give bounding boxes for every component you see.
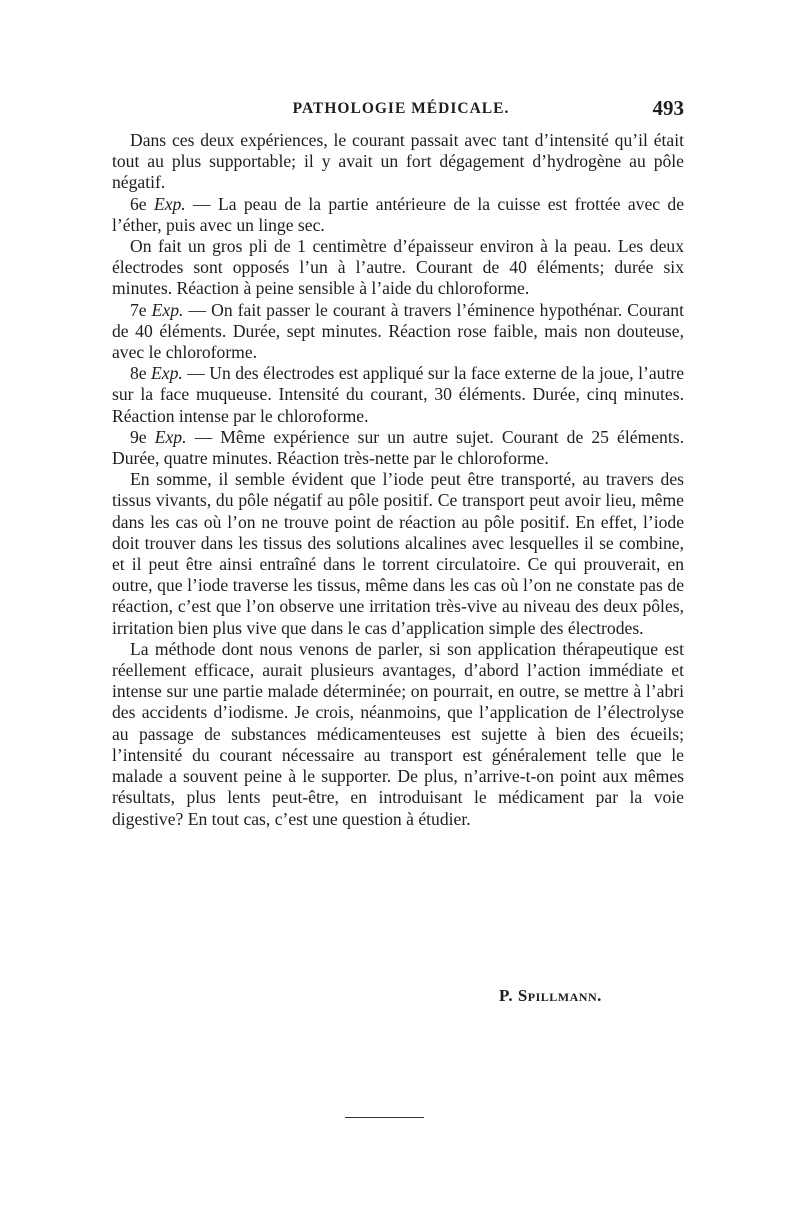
paragraph-exp-8: 8e Exp. — Un des électrodes est appliqué sur la face externe de la joue, l’autre sur la face muqueuse. Intensité du courant, 30 éléments. Durée, cinq minutes. Réaction intense par le chloroforme.: [112, 363, 684, 426]
author-signature: P. Spillmann.: [499, 986, 602, 1005]
paragraph-exp-7: 7e Exp. — On fait passer le courant à travers l’éminence hypothénar. Courant de 40 éléments. Durée, sept minutes. Réaction rose faible, mais non douteuse, avec le chloroforme.: [112, 299, 684, 363]
body-text: [112, 130, 684, 830]
footer-rule: [345, 1117, 424, 1118]
experiment-label: Exp.: [151, 363, 183, 384]
page-number: 493: [652, 96, 684, 120]
paragraph-3: On fait un gros pli de 1 centimètre d’épaisseur environ à la peau. Les deux électrodes sont opposés l’un à l’autre. Courant de 40 éléments; durée six minutes. Réaction à peine sensible à l’aide du chloroforme.: [112, 236, 684, 299]
paragraph-conclusion: En somme, il semble évident que l’iode peut être transporté, au travers des tissus vivants, du pôle négatif au pôle positif. Ce transport peut avoir lieu, même dans les cas où l’on ne trouve point de réaction au pôle positif. En effet, l’iode doit trouver dans les tissus des solutions alcalines avec lesquelles il se combine, et il peut être ainsi entraîné dans le torrent circulatoire. Ce qui prouverait, en outre, que l’iode traverse les tissus, même dans les cas où l’on ne constate pas de réaction, c’est que l’on observe une irritation très-vive au niveau des deux pôles, irritation bien plus vive que dans le cas d’application simple des électrodes.: [112, 469, 684, 638]
experiment-label: Exp.: [151, 299, 184, 320]
running-title: PATHOLOGIE MÉDICALE.: [292, 100, 510, 117]
paragraph-exp-9: 9e Exp. — Même expérience sur un autre sujet. Courant de 25 éléments. Durée, quatre minutes. Réaction très-nette par le chloroforme.: [112, 426, 684, 469]
page-header: [118, 96, 684, 126]
paragraph-method: La méthode dont nous venons de parler, si son application thérapeutique est réellement efficace, aurait plusieurs avantages, d’abord l’action immédiate et intense sur une partie malade déterminée; on pourrait, en outre, se mettre à l’abri des accidents d’iodisme. Je crois, néanmoins, que l’application de l’électrolyse au passage de substances médicamenteuses est sujette à bien des écueils; l’intensité du courant nécessaire au transport est généralement telle que le malade a souvent peine à le supporter. De plus, n’arrive-t-on point aux mêmes résultats, plus lents peut-être, en introduisant le médicament par la voie digestive? En tout cas, c’est une question à étudier.: [112, 638, 684, 829]
experiment-label: Exp.: [154, 426, 187, 447]
paragraph-exp-6: 6e Exp. — La peau de la partie antérieure de la cuisse est frottée avec de l’éther, puis avec un linge sec.: [112, 193, 684, 235]
experiment-label: Exp.: [153, 193, 186, 214]
paragraph-1: Dans ces deux expériences, le courant passait avec tant d’intensité qu’il était tout au plus supportable; il y avait un fort dégagement d’hydrogène au pôle négatif.: [112, 130, 684, 193]
